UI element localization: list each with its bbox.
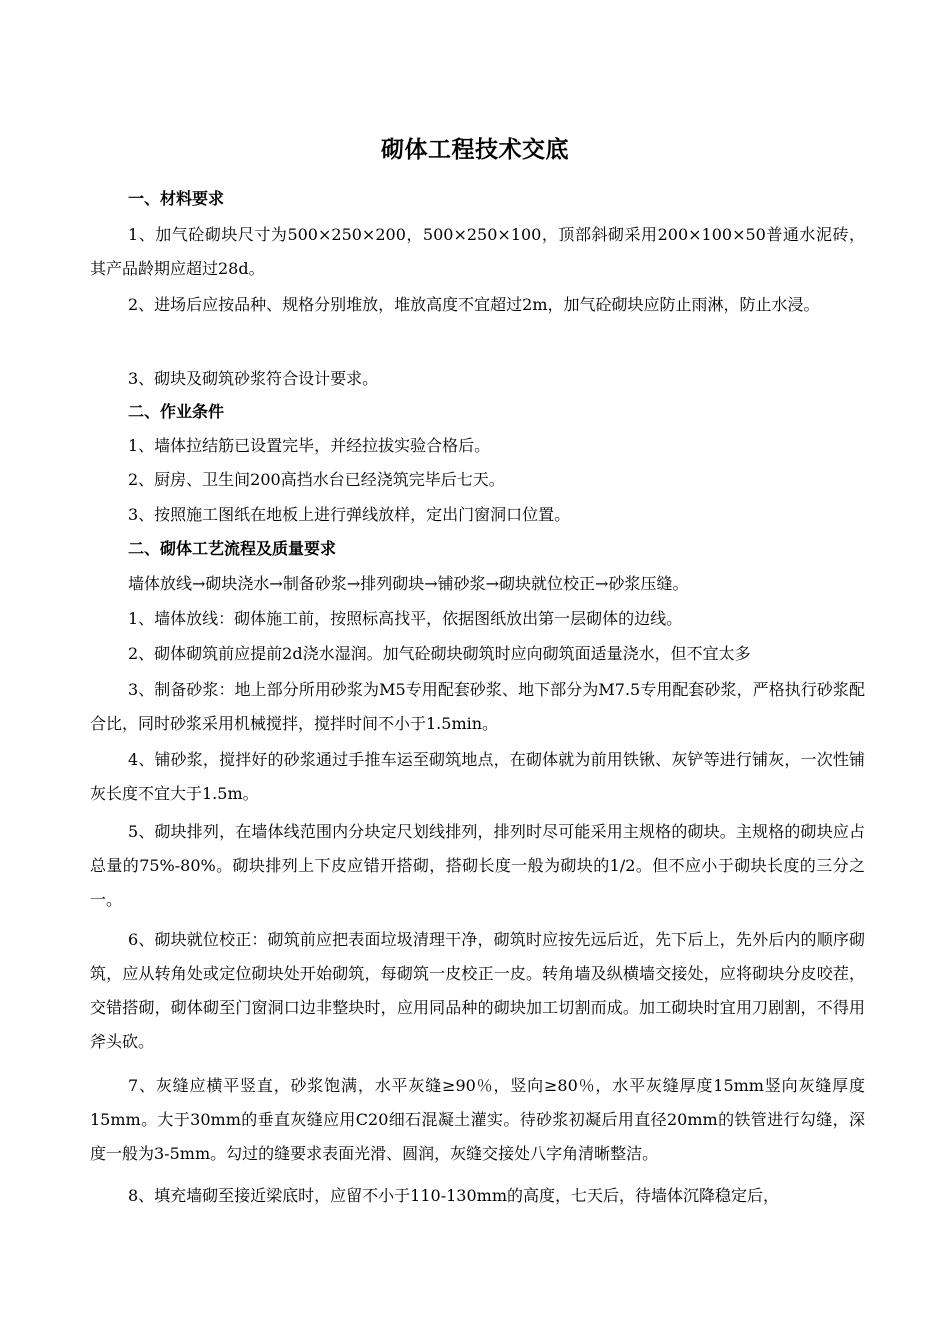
paragraph: 5、砌块排列，在墙体线范围内分块定尺划线排列，排列时尽可能采用主规格的砌块。主规格的砌块应占总量的75%-80%。砌块排列上下皮应错开搭砌，搭砌长度一般为砌块的1/2。但不应小于砌块长度的三分之一。 xyxy=(90,822,865,909)
section-heading-process: 二、砌体工艺流程及质量要求 xyxy=(128,539,337,558)
paragraph: 1、墙体放线：砌体施工前，按照标高找平，依据图纸放出第一层砌体的边线。 xyxy=(128,609,683,628)
paragraph: 2、进场后应按品种、规格分别堆放，堆放高度不宜超过2m，加气砼砌块应防止雨淋，防止水浸。 xyxy=(128,295,820,314)
paragraph: 8、填充墙砌至接近梁底时，应留不小于110-130mm的高度，七天后，待墙体沉降稳定后， xyxy=(128,1186,780,1205)
section-heading-materials: 一、材料要求 xyxy=(128,189,225,208)
paragraph: 3、按照施工图纸在地板上进行弹线放样，定出门窗洞口位置。 xyxy=(128,505,571,524)
paragraph: 1、墙体拉结筋已设置完毕，并经拉拔实验合格后。 xyxy=(128,436,491,455)
document-title: 砌体工程技术交底 xyxy=(381,137,569,163)
paragraph: 7、灰缝应横平竖直，砂浆饱满，水平灰缝≥90％，竖向≥80％，水平灰缝厚度15mm竖向灰缝厚度15mm。大于30mm的垂直灰缝应用C20细石混凝土灌实。待砂浆初凝后用直径20mm的铁管进行勾缝，深度一般为3-5mm。勾过的缝要求表面光滑、圆润，灰缝交接处八字角清晰整洁。 xyxy=(90,1076,865,1163)
process-flow: 墙体放线→砌块浇水→制备砂浆→排列砌块→铺砂浆→砌块就位校正→砂浆压缝。 xyxy=(128,574,689,593)
paragraph: 2、砌体砌筑前应提前2d浇水湿润。加气砼砌块砌筑时应向砌筑面适量浇水，但不宜太多 xyxy=(128,644,751,663)
paragraph: 2、厨房、卫生间200高挡水台已经浇筑完毕后七天。 xyxy=(128,470,505,489)
paragraph: 3、制备砂浆：地上部分所用砂浆为M5专用配套砂浆、地下部分为M7.5专用配套砂浆，严格执行砂浆配合比，同时砂浆采用机械搅拌，搅拌时间不小于1.5min。 xyxy=(90,680,865,733)
paragraph: 4、铺砂浆，搅拌好的砂浆通过手推车运至砌筑地点，在砌体就为前用铁锹、灰铲等进行铺灰，一次性铺灰长度不宜大于1.5m。 xyxy=(90,750,865,803)
paragraph: 6、砌块就位校正：砌筑前应把表面垃圾清理干净，砌筑时应按先远后近，先下后上，先外后内的顺序砌筑，应从转角处或定位砌块处开始砌筑，每砌筑一皮校正一皮。转角墙及纵横墙交接处，应将砌块分皮咬茬，交错搭砌，砌体砌至门窗洞口边非整块时，应用同品种的砌块加工切割而成。加工砌块时宜用刀剧割，不得用斧头砍。 xyxy=(90,930,865,1051)
paragraph: 3、砌块及砌筑砂浆符合设计要求。 xyxy=(128,369,379,388)
section-heading-conditions: 二、作业条件 xyxy=(128,402,225,421)
paragraph: 1、加气砼砌块尺寸为500×250×200，500×250×100，顶部斜砌采用200×100×50普通水泥砖，其产品龄期应超过28d。 xyxy=(90,225,865,278)
